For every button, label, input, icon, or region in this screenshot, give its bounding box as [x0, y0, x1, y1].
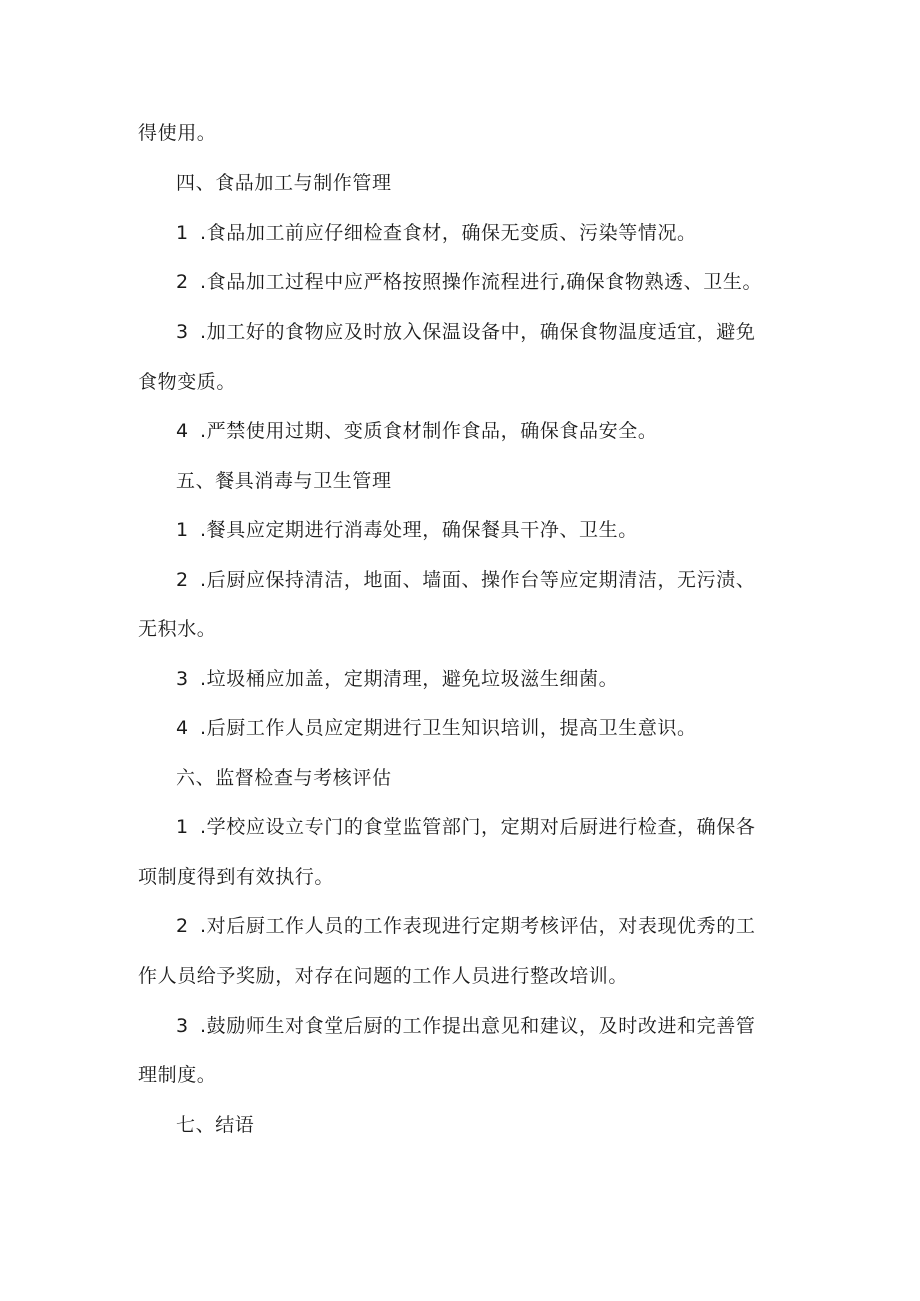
- list-item: [176, 1014, 755, 1038]
- item-text: .对后厨工作人员的工作表现进行定期考核评估，对表现优秀的工: [200, 915, 756, 937]
- item-text: .鼓励师生对食堂后厨的工作提出意见和建议，及时改进和完善管: [200, 1015, 756, 1037]
- list-item: [176, 320, 755, 344]
- item-text: .学校应设立专门的食堂监管部门，定期对后厨进行检查，确保各: [200, 816, 756, 838]
- list-item: [176, 221, 697, 245]
- list-item: [176, 716, 697, 740]
- item-text: .严禁使用过期、变质食材制作食品，确保食品安全。: [200, 420, 658, 442]
- item-number: 2: [176, 915, 189, 937]
- item-number: 3: [176, 1015, 189, 1037]
- item-continuation: 项制度得到有效执行。: [138, 866, 335, 888]
- list-item: [176, 518, 638, 542]
- section-heading-6: 六、监督检查与考核评估: [176, 767, 392, 789]
- list-item: [176, 419, 657, 443]
- section-heading-7: 七、结语: [176, 1114, 255, 1136]
- item-continuation: 作人员给予奖励，对存在问题的工作人员进行整改培训。: [138, 965, 629, 987]
- list-item: [176, 667, 618, 691]
- item-number: 2: [176, 569, 189, 591]
- item-text: .后厨工作人员应定期进行卫生知识培训，提高卫生意识。: [200, 717, 697, 739]
- item-text: .加工好的食物应及时放入保温设备中，确保食物温度适宜，避免: [200, 321, 756, 343]
- list-item: [176, 568, 755, 592]
- item-text: .食品加工过程中应严格按照操作流程进行,确保食物熟透、卫生。: [200, 271, 763, 293]
- item-continuation: 理制度。: [138, 1064, 217, 1086]
- item-number: 2: [176, 271, 189, 293]
- continuation-text: 得使用。: [138, 122, 217, 144]
- item-number: 3: [176, 321, 189, 343]
- item-text: .食品加工前应仔细检查食材，确保无变质、污染等情况。: [200, 222, 697, 244]
- list-item: [176, 914, 755, 938]
- item-text: .后厨应保持清洁，地面、墙面、操作台等应定期清洁，无污渍、: [200, 569, 756, 591]
- list-item: [176, 815, 755, 839]
- item-number: 3: [176, 668, 189, 690]
- item-continuation: 食物变质。: [138, 371, 237, 393]
- item-text: .垃圾桶应加盖，定期清理，避免垃圾滋生细菌。: [200, 668, 619, 690]
- item-text: .餐具应定期进行消毒处理，确保餐具干净、卫生。: [200, 519, 638, 541]
- section-heading-5: 五、餐具消毒与卫生管理: [176, 470, 392, 492]
- item-number: 1: [176, 519, 189, 541]
- item-number: 4: [176, 420, 189, 442]
- section-heading-4: 四、食品加工与制作管理: [176, 172, 392, 194]
- item-number: 1: [176, 816, 189, 838]
- item-continuation: 无积水。: [138, 618, 217, 640]
- list-item: [176, 270, 762, 294]
- item-number: 4: [176, 717, 189, 739]
- item-number: 1: [176, 222, 189, 244]
